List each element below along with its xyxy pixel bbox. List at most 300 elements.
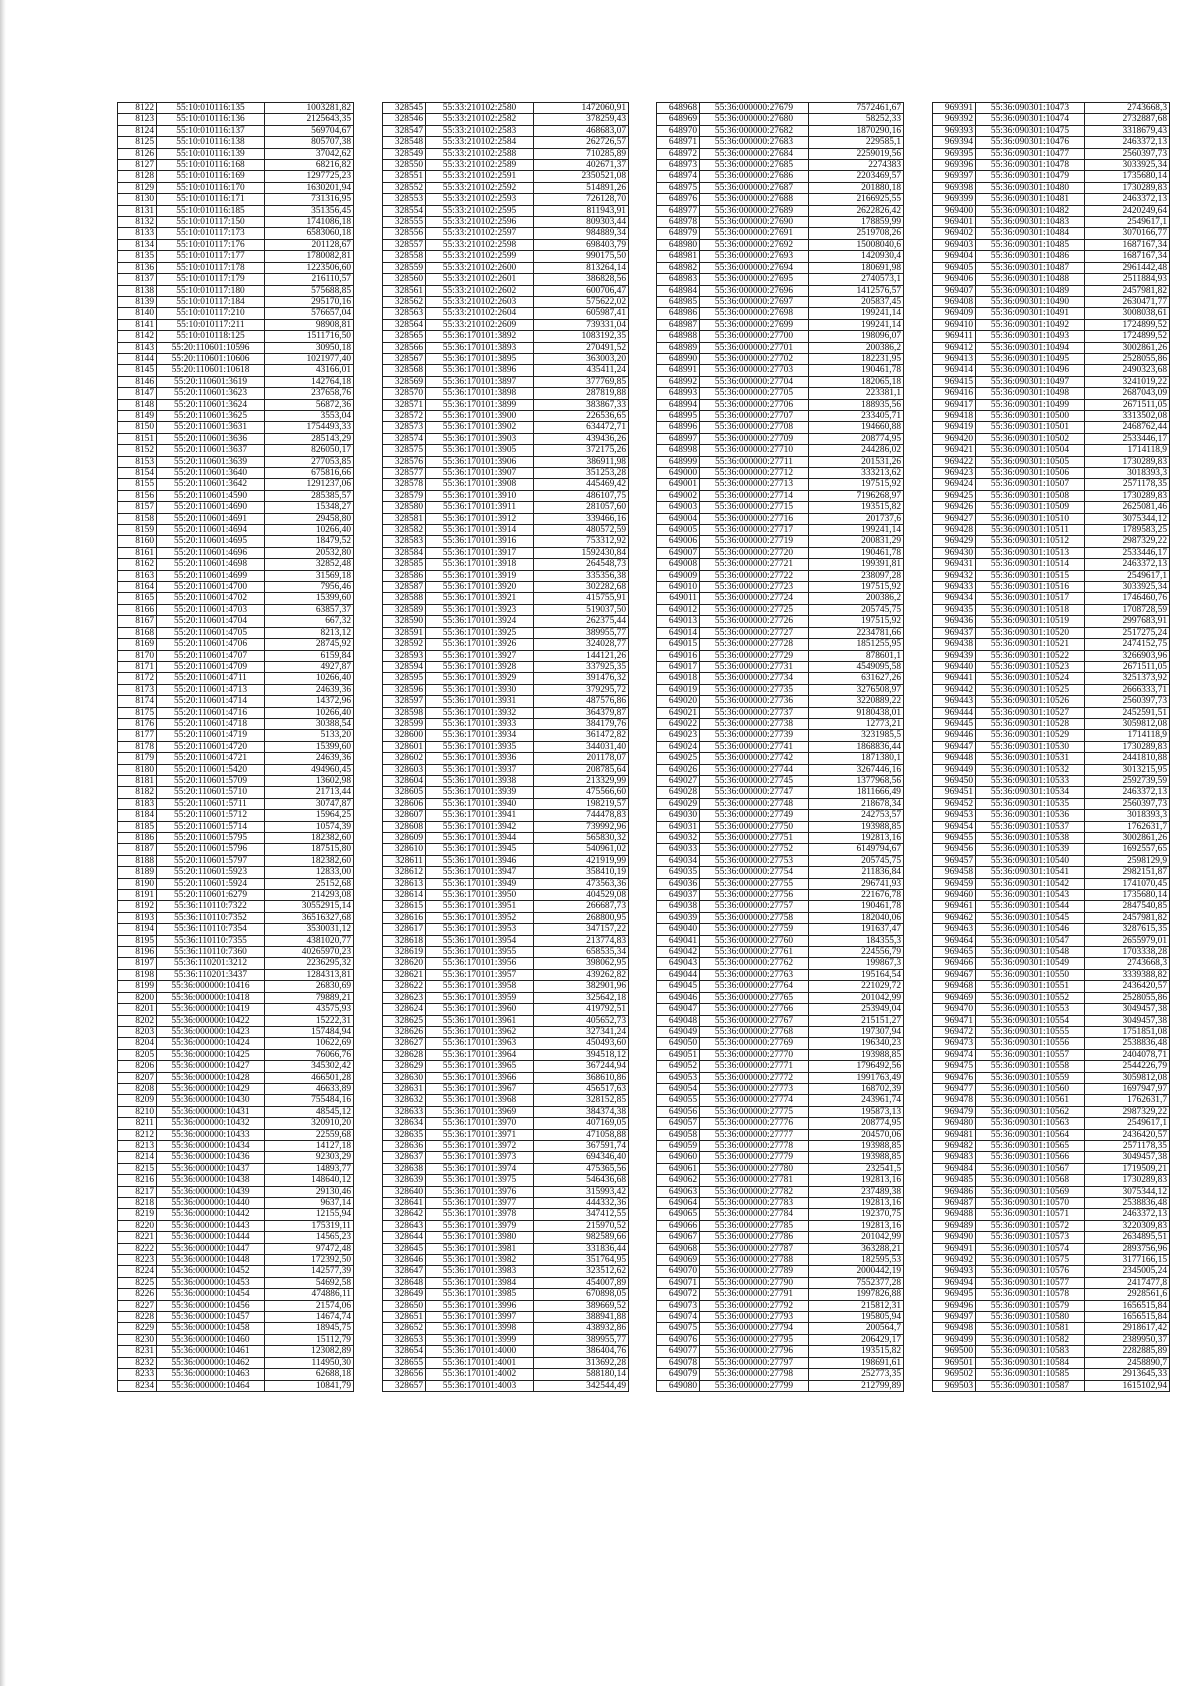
row-number: 649036 <box>657 878 700 889</box>
cadastral-value: 454007,89 <box>534 1277 629 1288</box>
row-number: 8220 <box>118 1220 157 1231</box>
cadastral-value: 3075344,12 <box>1085 513 1170 524</box>
cadastral-value: 4381020,77 <box>265 935 354 946</box>
table-row <box>933 741 1170 752</box>
cadastral-value: 2234781,66 <box>809 627 904 638</box>
row-number: 8150 <box>118 422 157 433</box>
row-number: 8155 <box>118 479 157 490</box>
row-number: 8232 <box>118 1357 157 1368</box>
cadastral-value: 2666333,71 <box>1085 684 1170 695</box>
cadastral-number: 55:36:090301:10520 <box>976 627 1085 638</box>
table-row <box>933 536 1170 547</box>
table-row <box>118 365 354 376</box>
table-row <box>383 1186 629 1197</box>
row-number: 8228 <box>118 1312 157 1323</box>
table-row <box>383 319 629 330</box>
row-number: 8223 <box>118 1255 157 1266</box>
table-row <box>118 285 354 296</box>
cadastral-number: 55:20:110601:4716 <box>157 707 265 718</box>
row-number: 649047 <box>657 1004 700 1015</box>
table-row <box>933 388 1170 399</box>
table-row <box>383 410 629 421</box>
table-row <box>657 833 904 844</box>
table-row <box>383 867 629 878</box>
table-row <box>933 924 1170 935</box>
table-row <box>933 1129 1170 1140</box>
row-number: 648987 <box>657 319 700 330</box>
row-number: 8167 <box>118 616 157 627</box>
cadastral-value: 1735680,14 <box>1085 171 1170 182</box>
cadastral-number: 55:10:010117:211 <box>157 319 265 330</box>
cadastral-number: 55:10:010117:180 <box>157 285 265 296</box>
cadastral-value: 2452591,51 <box>1085 707 1170 718</box>
cadastral-value: 233405,71 <box>809 410 904 421</box>
cadastral-value: 351356,45 <box>265 205 354 216</box>
cadastral-value: 252773,35 <box>809 1369 904 1380</box>
row-number: 328553 <box>383 194 426 205</box>
cadastral-value: 3070166,77 <box>1085 228 1170 239</box>
table-row <box>933 650 1170 661</box>
row-number: 649005 <box>657 525 700 536</box>
cadastral-number: 55:36:000000:27747 <box>700 787 809 798</box>
cadastral-value: 168702,39 <box>809 1083 904 1094</box>
cadastral-value: 200831,29 <box>809 536 904 547</box>
row-number: 8166 <box>118 604 157 615</box>
cadastral-value: 215812,31 <box>809 1300 904 1311</box>
cadastral-value: 2236295,32 <box>265 958 354 969</box>
cadastral-value: 2630471,77 <box>1085 296 1170 307</box>
cadastral-value: 8213,12 <box>265 627 354 638</box>
row-number: 328566 <box>383 342 426 353</box>
row-number: 649008 <box>657 559 700 570</box>
table-row <box>383 1243 629 1254</box>
row-number: 969395 <box>933 148 976 159</box>
cadastral-number: 55:36:090301:10550 <box>976 969 1085 980</box>
table-row <box>383 513 629 524</box>
cadastral-number: 55:36:000000:10457 <box>157 1312 265 1323</box>
cadastral-number: 55:33:210102:2604 <box>426 308 534 319</box>
table-row <box>118 992 354 1003</box>
cadastral-value: 388941,88 <box>534 1312 629 1323</box>
table-row <box>933 308 1170 319</box>
cadastral-value: 24639,36 <box>265 684 354 695</box>
table-row <box>383 228 629 239</box>
table-row <box>118 1083 354 1094</box>
table-row <box>933 958 1170 969</box>
cadastral-number: 55:36:090301:10542 <box>976 878 1085 889</box>
cadastral-value: 487576,86 <box>534 696 629 707</box>
cadastral-number: 55:36:000000:27717 <box>700 525 809 536</box>
cadastral-value: 1762631,7 <box>1085 821 1170 832</box>
cadastral-number: 55:36:090301:10509 <box>976 502 1085 513</box>
cadastral-number: 55:36:170101:3953 <box>426 924 534 935</box>
table-row <box>383 1357 629 1368</box>
cadastral-value: 201880,18 <box>809 182 904 193</box>
table-row <box>118 239 354 250</box>
table-row <box>657 1072 904 1083</box>
cadastral-value: 198691,61 <box>809 1357 904 1368</box>
cadastral-value: 1868836,44 <box>809 741 904 752</box>
cadastral-value: 744478,83 <box>534 810 629 821</box>
row-number: 8184 <box>118 810 157 821</box>
cadastral-value: 519037,50 <box>534 604 629 615</box>
cadastral-number: 55:36:170101:3895 <box>426 353 534 364</box>
table-row <box>383 1118 629 1129</box>
row-number: 969437 <box>933 627 976 638</box>
table-row <box>657 1026 904 1037</box>
cadastral-number: 55:36:000000:27727 <box>700 627 809 638</box>
cadastral-value: 2622826,42 <box>809 205 904 216</box>
cadastral-value: 600706,47 <box>534 285 629 296</box>
table-row <box>118 1061 354 1072</box>
row-number: 8154 <box>118 468 157 479</box>
cadastral-number: 55:36:090301:10496 <box>976 365 1085 376</box>
row-number: 8147 <box>118 388 157 399</box>
cadastral-value: 43575,93 <box>265 1004 354 1015</box>
cadastral-value: 1412576,57 <box>809 285 904 296</box>
table-row <box>118 251 354 262</box>
cadastral-number: 55:20:110601:4694 <box>157 525 265 536</box>
table-row <box>383 844 629 855</box>
table-row <box>118 445 354 456</box>
cadastral-number: 55:36:090301:10568 <box>976 1175 1085 1186</box>
cadastral-value: 698403,79 <box>534 239 629 250</box>
cadastral-value: 1223506,60 <box>265 262 354 273</box>
cadastral-number: 55:20:110601:3619 <box>157 376 265 387</box>
cadastral-number: 55:20:110601:4695 <box>157 536 265 547</box>
table-row <box>657 445 904 456</box>
cadastral-number: 55:36:000000:10464 <box>157 1380 265 1391</box>
row-number: 969474 <box>933 1049 976 1060</box>
table-row <box>383 673 629 684</box>
cadastral-number: 55:36:170101:3933 <box>426 718 534 729</box>
cadastral-value: 2544226,79 <box>1085 1061 1170 1072</box>
cadastral-value: 157484,94 <box>265 1026 354 1037</box>
cadastral-number: 55:36:170101:3918 <box>426 559 534 570</box>
cadastral-number: 55:36:170101:3961 <box>426 1015 534 1026</box>
row-number: 969432 <box>933 570 976 581</box>
cadastral-value: 2000442,19 <box>809 1266 904 1277</box>
row-number: 8174 <box>118 696 157 707</box>
row-number: 649013 <box>657 616 700 627</box>
row-number: 8153 <box>118 456 157 467</box>
table-row <box>657 616 904 627</box>
row-number: 328564 <box>383 319 426 330</box>
cadastral-value: 193988,85 <box>809 1140 904 1151</box>
row-number: 8132 <box>118 217 157 228</box>
cadastral-value: 2389950,37 <box>1085 1334 1170 1345</box>
table-row <box>118 833 354 844</box>
cadastral-value: 2417477,8 <box>1085 1277 1170 1288</box>
cadastral-value: 1754493,33 <box>265 422 354 433</box>
cadastral-number: 55:36:110110:7322 <box>157 901 265 912</box>
cadastral-number: 55:36:090301:10565 <box>976 1140 1085 1151</box>
cadastral-value: 1083192,35 <box>534 331 629 342</box>
cadastral-value: 1420930,4 <box>809 251 904 262</box>
table-row <box>933 1152 1170 1163</box>
cadastral-number: 55:20:110601:5712 <box>157 810 265 821</box>
cadastral-value: 208785,64 <box>534 764 629 775</box>
cadastral-number: 55:36:000000:10416 <box>157 981 265 992</box>
cadastral-number: 55:36:000000:10440 <box>157 1198 265 1209</box>
row-number: 8145 <box>118 365 157 376</box>
table-row <box>383 1255 629 1266</box>
row-number: 328562 <box>383 296 426 307</box>
row-number: 8159 <box>118 525 157 536</box>
cadastral-value: 753312,92 <box>534 536 629 547</box>
cadastral-number: 55:36:000000:27710 <box>700 445 809 456</box>
row-number: 649045 <box>657 981 700 992</box>
cadastral-number: 55:36:000000:10461 <box>157 1346 265 1357</box>
register-page <box>117 102 1170 1392</box>
cadastral-value: 3033925,34 <box>1085 160 1170 171</box>
table-row <box>118 1072 354 1083</box>
cadastral-number: 55:36:000000:27709 <box>700 433 809 444</box>
table-row <box>657 194 904 205</box>
cadastral-value: 200564,7 <box>809 1323 904 1334</box>
cadastral-number: 55:36:170101:3975 <box>426 1175 534 1186</box>
table-row <box>657 935 904 946</box>
cadastral-number: 55:36:090301:10558 <box>976 1061 1085 1072</box>
row-number: 648968 <box>657 103 700 114</box>
cadastral-number: 55:36:090301:10495 <box>976 353 1085 364</box>
cadastral-number: 55:20:110601:4699 <box>157 570 265 581</box>
row-number: 328619 <box>383 947 426 958</box>
table-row <box>933 992 1170 1003</box>
cadastral-number: 55:36:090301:10530 <box>976 741 1085 752</box>
cadastral-value: 3002861,26 <box>1085 342 1170 353</box>
row-number: 328625 <box>383 1015 426 1026</box>
row-number: 328651 <box>383 1312 426 1323</box>
cadastral-number: 55:36:170101:3956 <box>426 958 534 969</box>
table-row <box>383 103 629 114</box>
row-number: 969404 <box>933 251 976 262</box>
cadastral-value: 3033925,34 <box>1085 582 1170 593</box>
table-row <box>657 1266 904 1277</box>
row-number: 328654 <box>383 1346 426 1357</box>
cadastral-value: 474886,11 <box>265 1289 354 1300</box>
row-number: 328636 <box>383 1140 426 1151</box>
row-number: 969410 <box>933 319 976 330</box>
table-row <box>118 160 354 171</box>
cadastral-number: 55:36:000000:27775 <box>700 1106 809 1117</box>
cadastral-value: 540961,02 <box>534 844 629 855</box>
row-number: 649022 <box>657 718 700 729</box>
cadastral-number: 55:36:170101:3998 <box>426 1323 534 1334</box>
table-row <box>118 422 354 433</box>
cadastral-number: 55:36:000000:27742 <box>700 753 809 764</box>
table-row <box>933 559 1170 570</box>
row-number: 648969 <box>657 114 700 125</box>
cadastral-value: 281057,60 <box>534 502 629 513</box>
cadastral-value: 46633,89 <box>265 1083 354 1094</box>
row-number: 649006 <box>657 536 700 547</box>
row-number: 328557 <box>383 239 426 250</box>
cadastral-value: 2571178,35 <box>1085 1140 1170 1151</box>
table-row <box>118 1357 354 1368</box>
row-number: 328615 <box>383 901 426 912</box>
table-row <box>383 1061 629 1072</box>
row-number: 328547 <box>383 125 426 136</box>
table-row <box>118 308 354 319</box>
cadastral-value: 2671511,05 <box>1085 661 1170 672</box>
row-number: 8226 <box>118 1289 157 1300</box>
table-row <box>933 148 1170 159</box>
row-number: 969499 <box>933 1334 976 1345</box>
cadastral-value: 12155,94 <box>265 1209 354 1220</box>
table-row <box>933 331 1170 342</box>
cadastral-value: 2474152,75 <box>1085 639 1170 650</box>
row-number: 8140 <box>118 308 157 319</box>
cadastral-value: 3220309,83 <box>1085 1220 1170 1231</box>
cadastral-number: 55:36:000000:10460 <box>157 1334 265 1345</box>
cadastral-value: 232541,5 <box>809 1163 904 1174</box>
row-number: 649069 <box>657 1255 700 1266</box>
table-row <box>118 114 354 125</box>
cadastral-value: 29458,80 <box>265 513 354 524</box>
row-number: 8199 <box>118 981 157 992</box>
cadastral-value: 197515,92 <box>809 479 904 490</box>
cadastral-number: 55:36:170101:3976 <box>426 1186 534 1197</box>
cadastral-value: 3075344,12 <box>1085 1186 1170 1197</box>
table-row <box>933 969 1170 980</box>
cadastral-value: 2457981,82 <box>1085 285 1170 296</box>
cadastral-number: 55:36:000000:27792 <box>700 1300 809 1311</box>
cadastral-value: 218678,34 <box>809 798 904 809</box>
row-number: 969420 <box>933 433 976 444</box>
cadastral-value: 2528055,86 <box>1085 353 1170 364</box>
cadastral-value: 1511716,50 <box>265 331 354 342</box>
cadastral-number: 55:36:090301:10534 <box>976 787 1085 798</box>
cadastral-value: 192813,16 <box>809 1220 904 1231</box>
cadastral-value: 386404,76 <box>534 1346 629 1357</box>
row-number: 649077 <box>657 1346 700 1357</box>
cadastral-value: 1991763,49 <box>809 1072 904 1083</box>
cadastral-number: 55:20:110601:5797 <box>157 855 265 866</box>
cadastral-value: 1291237,06 <box>265 479 354 490</box>
row-number: 649042 <box>657 947 700 958</box>
cadastral-value: 811943,91 <box>534 205 629 216</box>
cadastral-value: 76066,76 <box>265 1049 354 1060</box>
cadastral-value: 419792,51 <box>534 1004 629 1015</box>
cadastral-value: 813264,14 <box>534 262 629 273</box>
table-row <box>383 490 629 501</box>
table-row <box>657 627 904 638</box>
table-row <box>657 251 904 262</box>
cadastral-value: 21713,44 <box>265 787 354 798</box>
table-row <box>383 433 629 444</box>
table-row <box>933 912 1170 923</box>
cadastral-number: 55:33:210102:2584 <box>426 137 534 148</box>
cadastral-number: 55:36:090301:10535 <box>976 798 1085 809</box>
row-number: 8160 <box>118 536 157 547</box>
cadastral-number: 55:36:000000:27684 <box>700 148 809 159</box>
cadastral-value: 14372,96 <box>265 696 354 707</box>
cadastral-value: 450493,60 <box>534 1038 629 1049</box>
row-number: 328609 <box>383 833 426 844</box>
row-number: 8170 <box>118 650 157 661</box>
cadastral-value: 14674,74 <box>265 1312 354 1323</box>
table-row <box>657 433 904 444</box>
cadastral-number: 55:36:090301:10526 <box>976 696 1085 707</box>
row-number: 328622 <box>383 981 426 992</box>
table-row <box>657 559 904 570</box>
cadastral-number: 55:36:170101:3925 <box>426 627 534 638</box>
cadastral-number: 55:36:000000:27797 <box>700 1357 809 1368</box>
cadastral-value: 1656515,84 <box>1085 1312 1170 1323</box>
table-row <box>118 718 354 729</box>
cadastral-number: 55:36:000000:27715 <box>700 502 809 513</box>
cadastral-number: 55:36:090301:10491 <box>976 308 1085 319</box>
row-number: 969455 <box>933 833 976 844</box>
cadastral-number: 55:36:170101:3899 <box>426 399 534 410</box>
cadastral-value: 2549617,1 <box>1085 570 1170 581</box>
table-row <box>933 160 1170 171</box>
cadastral-value: 178859,99 <box>809 217 904 228</box>
cadastral-number: 55:20:110601:4721 <box>157 753 265 764</box>
cadastral-number: 55:36:000000:27706 <box>700 399 809 410</box>
cadastral-value: 383867,33 <box>534 399 629 410</box>
cadastral-value: 26830,69 <box>265 981 354 992</box>
cadastral-value: 193988,85 <box>809 1049 904 1060</box>
table-row <box>118 878 354 889</box>
cadastral-value: 755484,16 <box>265 1095 354 1106</box>
cadastral-value: 2571178,35 <box>1085 479 1170 490</box>
table-row <box>657 867 904 878</box>
cadastral-number: 55:20:110601:4711 <box>157 673 265 684</box>
cadastral-number: 55:36:090301:10578 <box>976 1289 1085 1300</box>
cadastral-number: 55:20:110601:4690 <box>157 502 265 513</box>
row-number: 328605 <box>383 787 426 798</box>
cadastral-number: 55:36:170101:3999 <box>426 1334 534 1345</box>
row-number: 649007 <box>657 547 700 558</box>
row-number: 969402 <box>933 228 976 239</box>
row-number: 649060 <box>657 1152 700 1163</box>
cadastral-number: 55:36:000000:27741 <box>700 741 809 752</box>
cadastral-value: 172392,50 <box>265 1255 354 1266</box>
cadastral-number: 55:36:000000:27699 <box>700 319 809 330</box>
row-number: 649053 <box>657 1072 700 1083</box>
cadastral-number: 55:36:170101:3911 <box>426 502 534 513</box>
row-number: 969484 <box>933 1163 976 1174</box>
table-row <box>118 707 354 718</box>
table-row <box>118 844 354 855</box>
cadastral-value: 1789583,25 <box>1085 525 1170 536</box>
cadastral-number: 55:36:000000:10444 <box>157 1232 265 1243</box>
row-number: 649028 <box>657 787 700 798</box>
row-number: 648989 <box>657 342 700 353</box>
table-row <box>657 855 904 866</box>
table-row <box>118 981 354 992</box>
cadastral-number: 55:36:090301:10490 <box>976 296 1085 307</box>
cadastral-value: 142764,18 <box>265 376 354 387</box>
table-row <box>383 650 629 661</box>
cadastral-number: 55:36:000000:27700 <box>700 331 809 342</box>
row-number: 8224 <box>118 1266 157 1277</box>
cadastral-value: 2687043,09 <box>1085 388 1170 399</box>
cadastral-number: 55:36:000000:27772 <box>700 1072 809 1083</box>
row-number: 8219 <box>118 1209 157 1220</box>
table-row <box>657 296 904 307</box>
row-number: 969445 <box>933 718 976 729</box>
cadastral-value: 3220889,22 <box>809 696 904 707</box>
row-number: 969436 <box>933 616 976 627</box>
cadastral-value: 193988,85 <box>809 821 904 832</box>
row-number: 328559 <box>383 262 426 273</box>
cadastral-number: 55:36:000000:27771 <box>700 1061 809 1072</box>
row-number: 328551 <box>383 171 426 182</box>
row-number: 649079 <box>657 1369 700 1380</box>
